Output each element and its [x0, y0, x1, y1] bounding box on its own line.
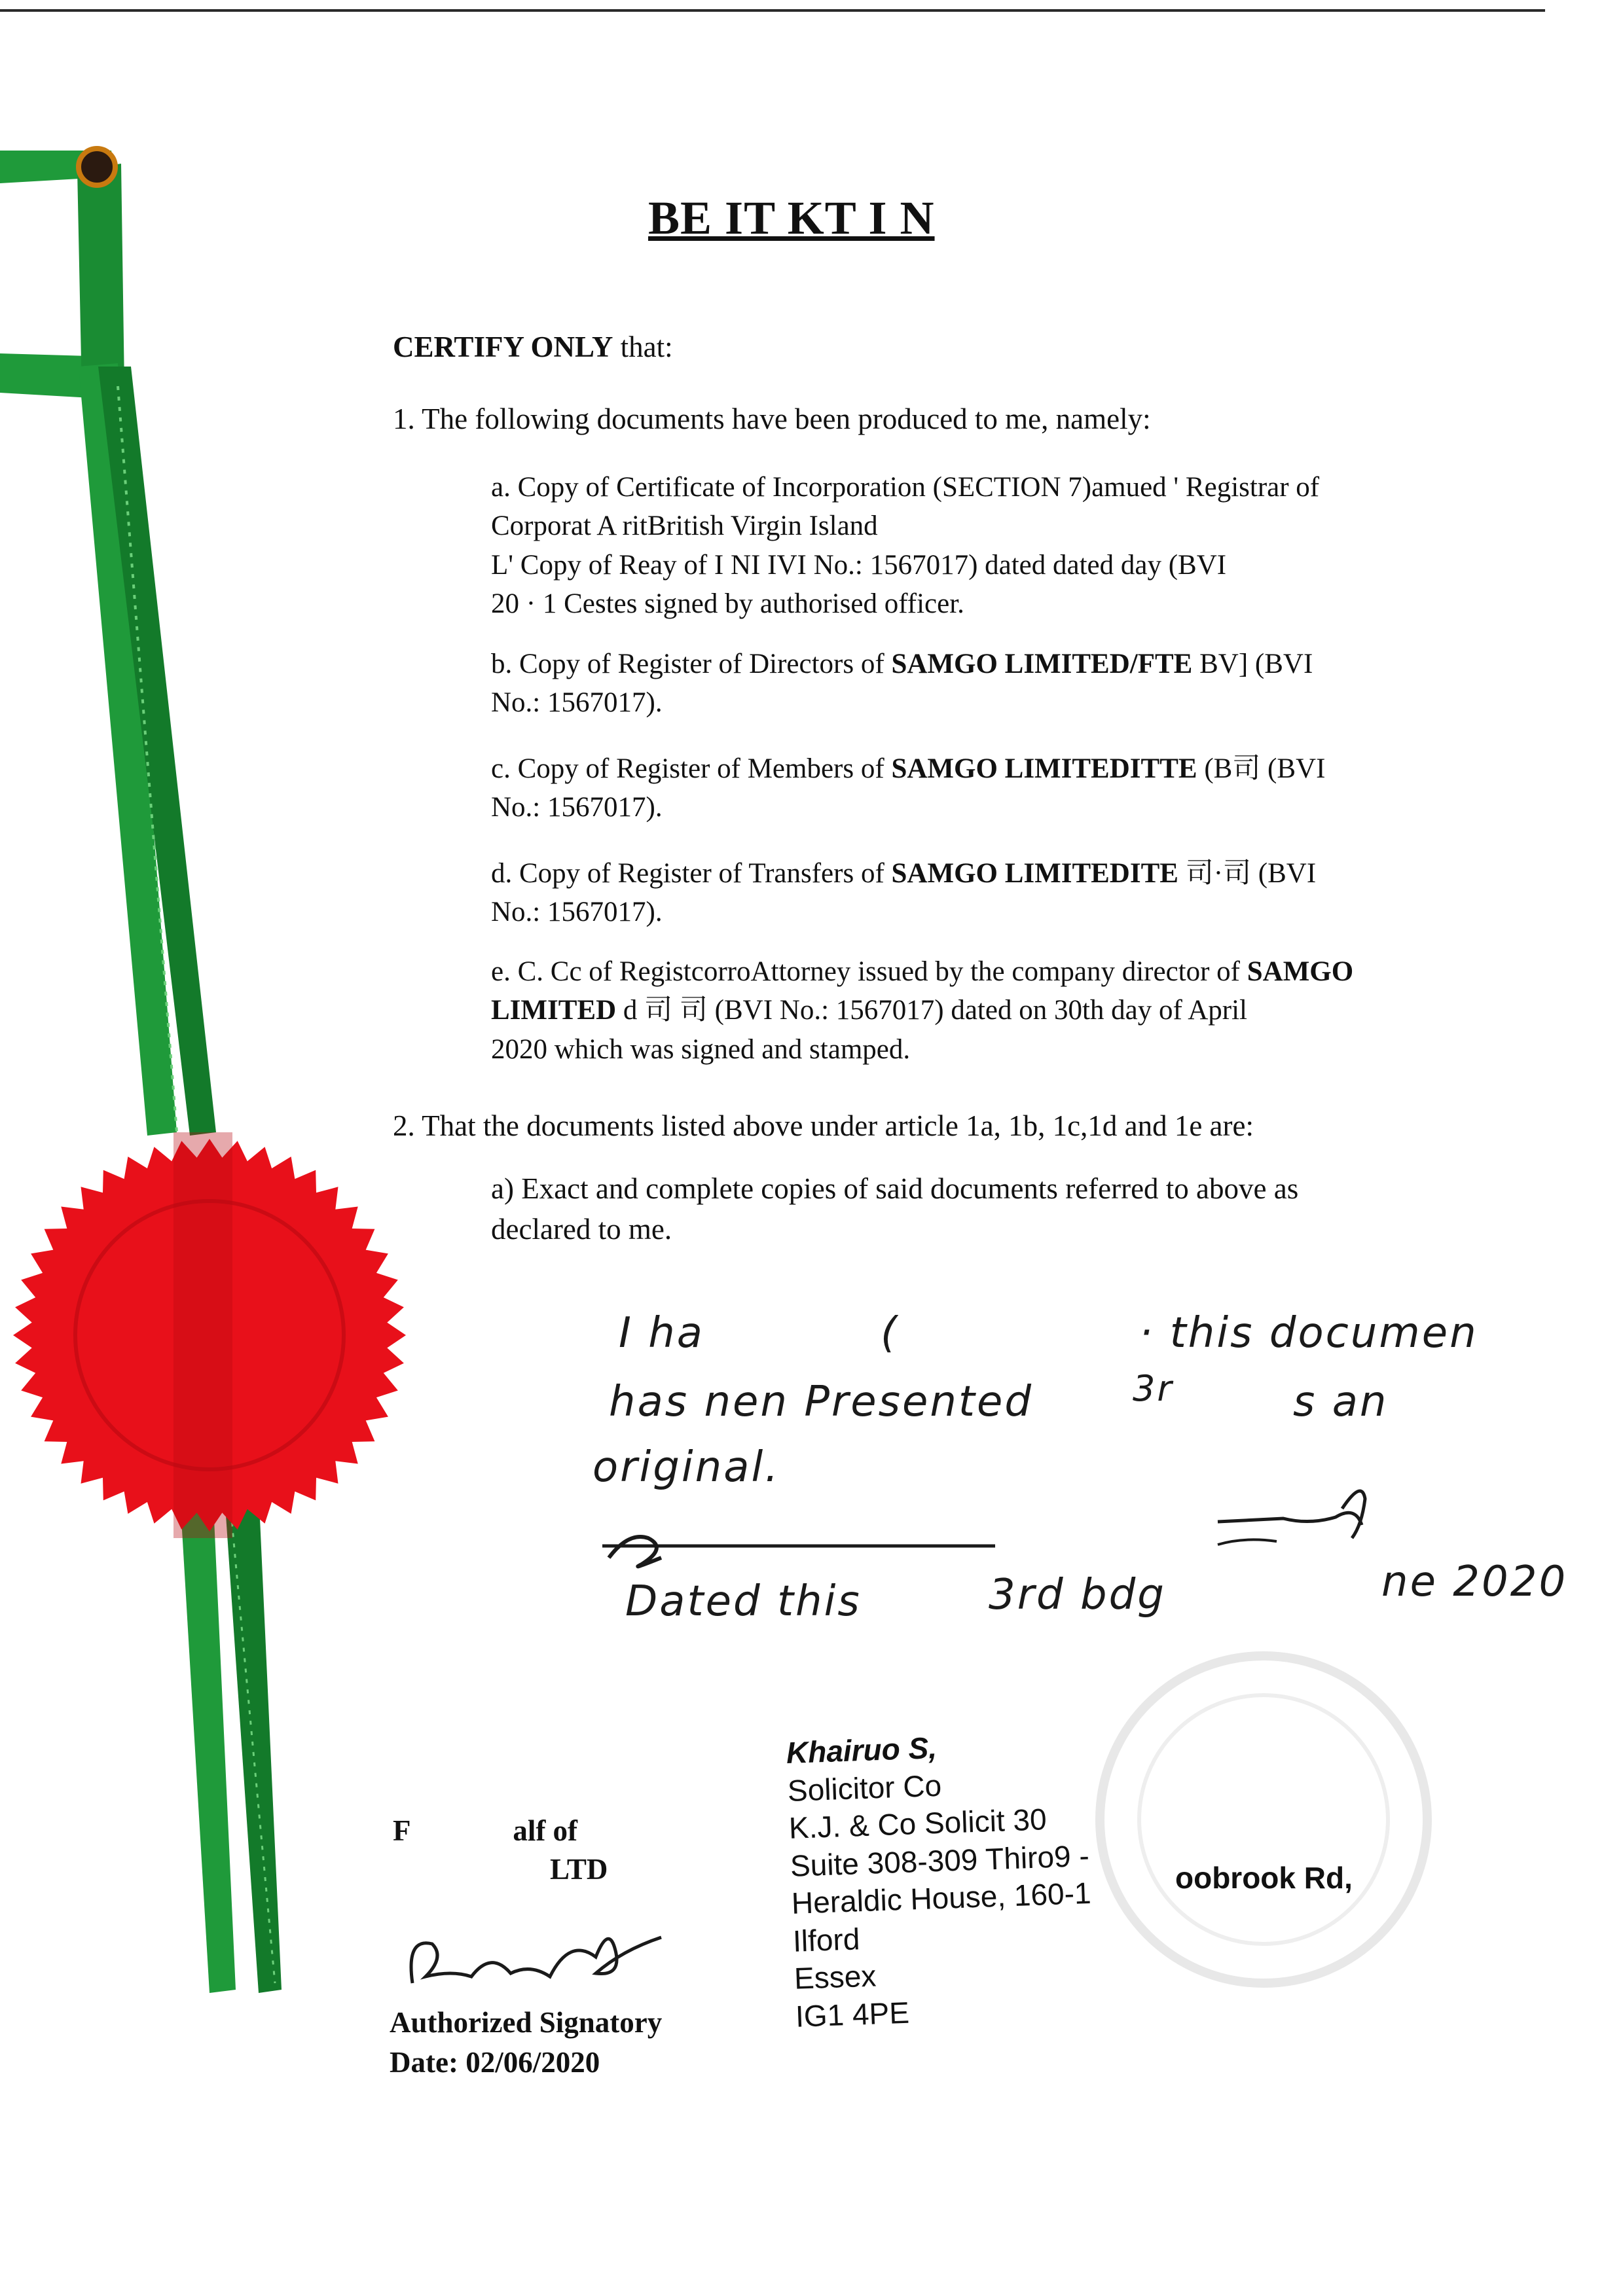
solicitor-address-street: oobrook Rd, — [1175, 1861, 1353, 1895]
authorized-signature — [399, 1911, 674, 2003]
item-b — [491, 645, 1421, 723]
signatory-date: Date: 02/06/2020 — [390, 2045, 600, 2079]
seal-ribbon-impression — [173, 1132, 232, 1538]
solicitor-stamp — [786, 1724, 1095, 2036]
on-behalf-company: LTD — [550, 1852, 608, 1886]
item-e-prefix: e. C. Cc of RegistcorroAttorney issued by the company director of — [491, 956, 1240, 987]
item-b-suffix: BV] (BVI — [1199, 649, 1313, 679]
point-2a — [491, 1168, 1421, 1249]
item-b-number: No.: 1567017). — [491, 687, 663, 719]
item-d-company: SAMGO LIMITEDITE — [891, 858, 1178, 889]
item-c-suffix: (B司 (BVI — [1204, 753, 1326, 784]
on-behalf-block — [393, 1812, 608, 1888]
faint-stamp-impression — [1080, 1617, 1447, 2022]
point-2a-line: declared to me. — [491, 1213, 672, 1246]
solicitor-stamp-line: Suite 308-309 Thiro9 - — [790, 1838, 1090, 1883]
item-c — [491, 749, 1421, 827]
item-d-prefix: d. Copy of Register of Transfers of — [491, 858, 884, 889]
solicitor-stamp-line: Heraldic House, 160-1 — [791, 1875, 1092, 1920]
handwriting-line-5c: ne 2020 — [1381, 1558, 1568, 1606]
handwritten-signature-line — [589, 1460, 1453, 1577]
red-wax-seal — [7, 1132, 412, 1538]
handwriting-line-1c: · this documen — [1139, 1309, 1478, 1357]
handwriting-line-5b: 3rd bdg — [989, 1571, 1166, 1619]
item-a-line: Corporat A ritBritish Virgin Island — [491, 511, 878, 542]
handwriting-line-1a: I ha — [619, 1309, 704, 1357]
handwriting-line-2b: 3r — [1133, 1368, 1174, 1409]
certify-rest: that: — [620, 331, 673, 363]
point-1: 1. The following documents have been produced to me, namely: — [393, 403, 1151, 435]
item-c-prefix: c. Copy of Register of Members of — [491, 753, 884, 784]
page-title: BE IT KT I N — [648, 192, 935, 244]
item-e-date-line: 2020 which was signed and stamped. — [491, 1033, 911, 1065]
handwriting-line-2a: has nen Presented — [609, 1378, 1033, 1426]
item-b-prefix: b. Copy of Register of Directors of — [491, 649, 884, 679]
item-a — [491, 468, 1421, 623]
handwriting-line-3: original. — [593, 1443, 780, 1492]
item-e-details: d 司 司 (BVI No.: 1567017) dated on 30th day of April — [623, 995, 1247, 1026]
item-e-company: SAMGO — [1247, 956, 1354, 987]
handwriting-line-2c: s an — [1293, 1378, 1389, 1426]
green-ribbon — [0, 0, 458, 2029]
solicitor-stamp-line: Ilford — [792, 1921, 861, 1958]
item-c-company: SAMGO LIMITEDITTE — [891, 753, 1197, 784]
item-e — [491, 952, 1421, 1069]
item-d-number: No.: 1567017). — [491, 897, 663, 928]
solicitor-stamp-line: IG1 4PE — [795, 1995, 910, 2034]
certify-bold: CERTIFY ONLY — [393, 331, 613, 363]
on-behalf-line: F alf of — [393, 1814, 578, 1847]
signatory-title: Authorized Signatory — [390, 2006, 663, 2039]
item-a-line: L' Copy of Reay of I NI IVI No.: 1567017) dated dated day (BVI — [491, 549, 1227, 581]
solicitor-stamp-line: Essex — [793, 1958, 877, 1996]
certify-line — [393, 327, 673, 367]
point-2: 2. That the documents listed above under article 1a, 1b, 1c,1d and 1e are: — [393, 1109, 1254, 1142]
handwriting-line-5a: Dated this — [625, 1577, 862, 1626]
point-2a-line: a) Exact and complete copies of said documents referred to above as — [491, 1172, 1299, 1205]
item-d-suffix: 司·司 (BVI — [1185, 858, 1317, 889]
item-c-number: No.: 1567017). — [491, 792, 663, 823]
signatory-block — [390, 2003, 662, 2083]
solicitor-stamp-line: Khairuo S, — [786, 1730, 938, 1770]
item-b-company: SAMGO LIMITED/FTE — [891, 649, 1193, 679]
handwriting-line-1b: ( — [881, 1309, 899, 1357]
item-e-company-cont: LIMITED — [491, 995, 617, 1026]
item-a-line: a. Copy of Certificate of Incorporation (SECTION 7)amued ' Registrar of — [491, 472, 1320, 503]
solicitor-stamp-line: Solicitor Co — [787, 1768, 942, 1808]
item-d — [491, 854, 1421, 932]
item-a-line: 20 · 1 Cestes signed by authorised officer. — [491, 588, 964, 619]
solicitor-stamp-line: K.J. & Co Solicit 30 — [788, 1802, 1048, 1845]
